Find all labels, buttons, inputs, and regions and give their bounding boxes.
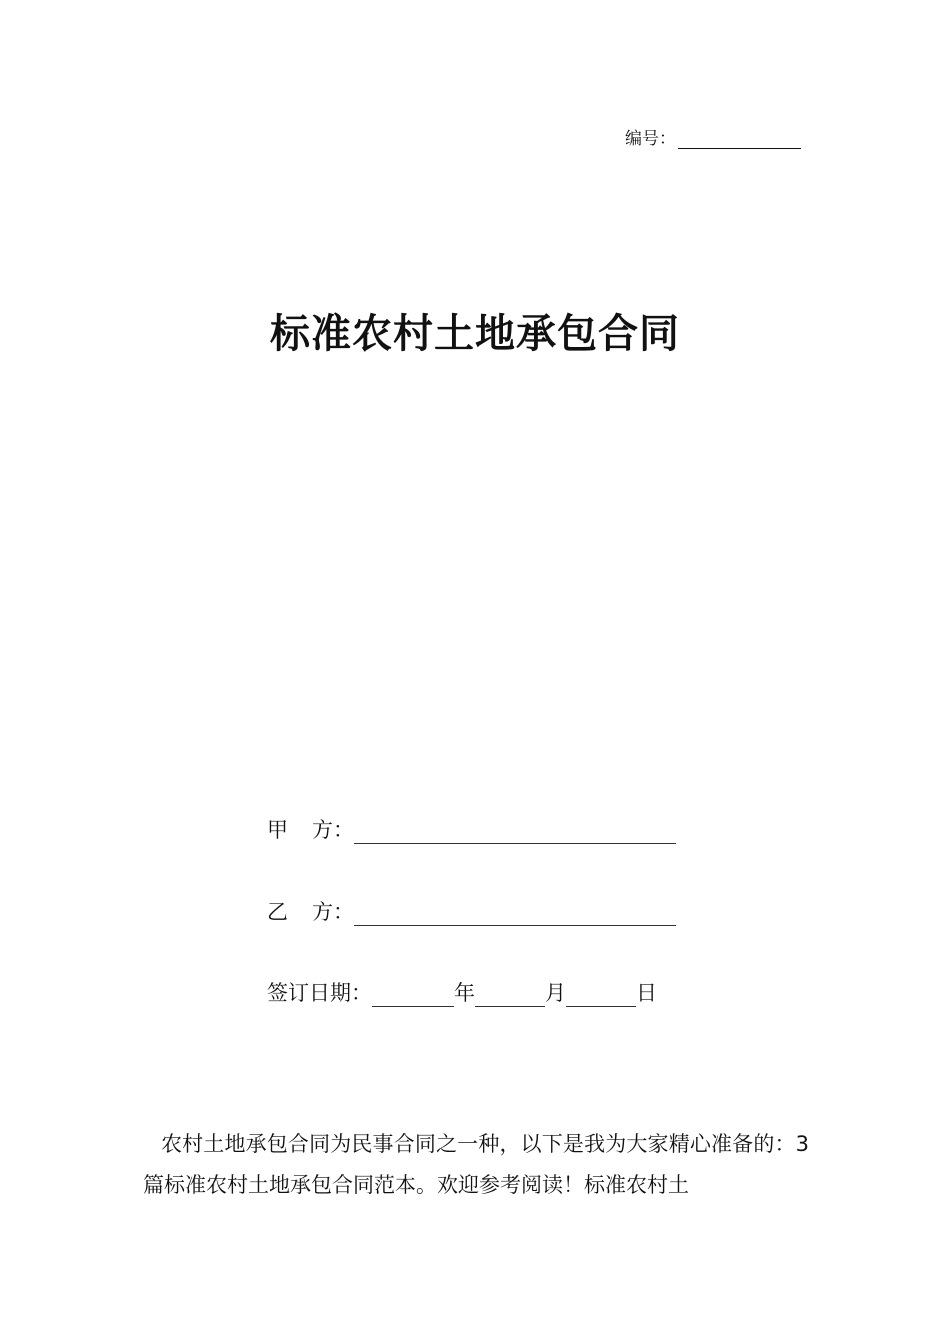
party-a-label-2: 方： <box>312 818 354 842</box>
party-b-field <box>267 896 676 926</box>
serial-number-blank <box>678 128 801 149</box>
document-title: 标准农村土地承包合同 <box>270 310 680 357</box>
party-b-blank <box>354 903 676 926</box>
sign-date-label: 签订日期： <box>267 981 372 1005</box>
month-blank <box>475 984 545 1007</box>
serial-number-field <box>625 124 801 149</box>
year-label: 年 <box>454 981 475 1005</box>
party-a-label-1: 甲 <box>267 818 288 842</box>
sign-date-field <box>267 977 657 1007</box>
party-b-label-2: 方： <box>312 900 354 924</box>
month-label: 月 <box>545 981 566 1005</box>
party-a-field <box>267 814 676 844</box>
day-label: 日 <box>636 981 657 1005</box>
serial-number-label: 编号： <box>625 129 676 149</box>
day-blank <box>566 984 636 1007</box>
party-a-blank <box>354 821 676 844</box>
party-b-label-1: 乙 <box>267 900 288 924</box>
year-blank <box>372 984 454 1007</box>
intro-paragraph: 农村土地承包合同为民事合同之一种，以下是我为大家精心准备的：3篇标准农村土地承包合同范本。欢迎参考阅读！标准农村土 <box>143 1132 809 1197</box>
